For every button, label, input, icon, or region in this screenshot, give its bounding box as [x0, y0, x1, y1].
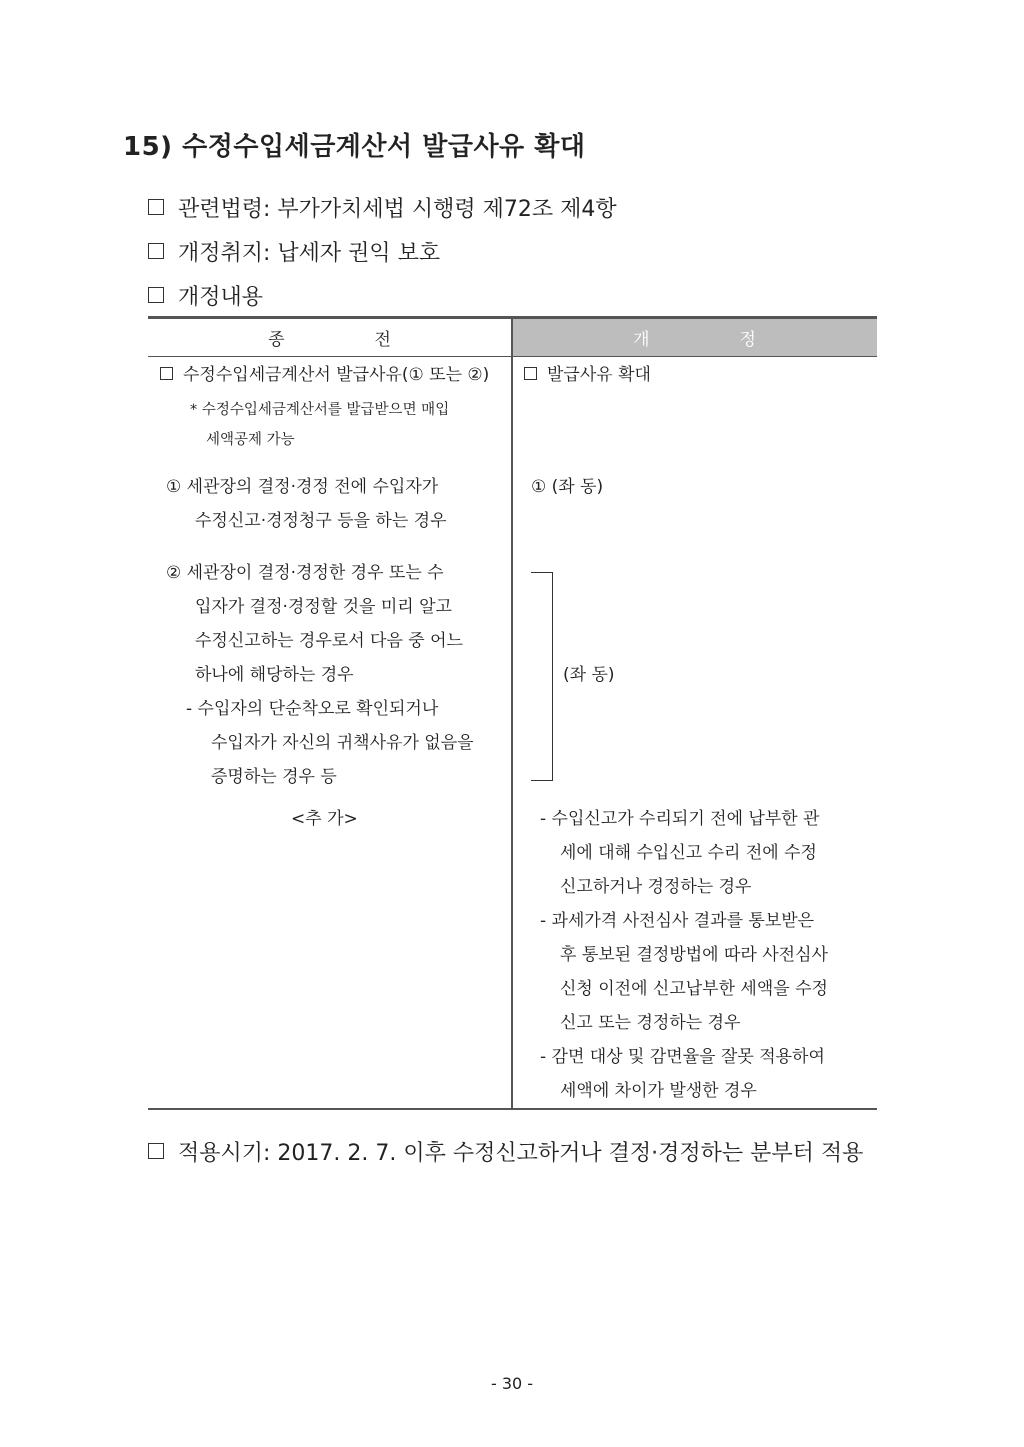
after-added1-line1: - 수입신고가 수리되기 전에 납부한 관	[540, 809, 820, 829]
after-added2-line4: 신고 또는 경정하는 경우	[560, 1013, 741, 1033]
after-added2-line3: 신청 이전에 신고납부한 세액을 수정	[560, 979, 828, 999]
bullet-text: 개정내용	[178, 285, 264, 310]
checkbox-square-icon	[160, 367, 173, 380]
bullet-text: 개정취지: 납세자 권익 보호	[178, 241, 441, 266]
before-item1-line1: ① 세관장의 결정·경정 전에 수입자가	[166, 477, 439, 497]
before-main: 수정수입세금계산서 발급사유(① 또는 ②)	[160, 358, 489, 392]
checkbox-square-icon	[148, 199, 164, 215]
page-number: - 30 -	[490, 1374, 534, 1393]
header-after	[512, 319, 877, 357]
bracket-shape	[531, 572, 553, 781]
header-after-char1: 개	[633, 330, 650, 350]
before-item2-line4: 하나에 해당하는 경우	[195, 665, 354, 685]
before-added: <추 가>	[291, 809, 358, 829]
after-added3-line2: 세액에 차이가 발생한 경우	[560, 1081, 757, 1101]
before-note-line1: * 수정수입세금계산서를 발급받으면 매입	[190, 402, 450, 418]
after-main: 발급사유 확대	[524, 358, 651, 392]
before-sub-line2: 수입자가 자신의 귀책사유가 없음을	[211, 733, 474, 753]
before-item2-line1: ② 세관장이 결정·경정한 경우 또는 수	[166, 563, 444, 583]
table-bottom-rule	[148, 1108, 877, 1110]
section-title: 15) 수정수입세금계산서 발급사유 확대	[123, 132, 586, 162]
bullet-purpose	[148, 236, 440, 267]
before-item2-line3: 수정신고하는 경우로서 다음 중 어느	[195, 631, 463, 651]
bullet-content	[148, 280, 263, 311]
before-note-line2: 세액공제 가능	[206, 432, 295, 448]
checkbox-square-icon	[148, 1143, 164, 1159]
checkbox-square-icon	[524, 367, 537, 380]
after-added3-line1: - 감면 대상 및 감면율을 잘못 적용하여	[540, 1047, 825, 1067]
comparison-table	[148, 316, 877, 1110]
before-item1-line2: 수정신고·경정청구 등을 하는 경우	[195, 511, 447, 531]
after-added2-line2: 후 통보된 결정방법에 따라 사전심사	[560, 945, 828, 965]
bullet-text: 적용시기: 2017. 2. 7. 이후 수정신고하거나 결정·경정하는 분부터 적용	[178, 1141, 864, 1166]
header-before	[148, 319, 511, 357]
before-sub-line3: 증명하는 경우 등	[211, 767, 337, 787]
checkbox-square-icon	[148, 287, 164, 303]
bullet-related-law	[148, 192, 617, 223]
header-after-char2: 정	[739, 330, 756, 350]
after-item2: (좌 동)	[563, 665, 615, 685]
after-added1-line2: 세에 대해 수입신고 수리 전에 수정	[560, 843, 817, 863]
header-before-char1: 종	[268, 330, 285, 350]
before-sub-line1: - 수입자의 단순착오로 확인되거나	[186, 699, 439, 719]
header-before-char2: 전	[374, 330, 391, 350]
after-added2-line1: - 과세가격 사전심사 결과를 통보받은	[540, 911, 815, 931]
after-item1: ① (좌 동)	[531, 477, 604, 497]
after-added1-line3: 신고하거나 경정하는 경우	[560, 877, 752, 897]
checkbox-square-icon	[148, 243, 164, 259]
bullet-effective-date	[148, 1136, 863, 1167]
bullet-text: 관련법령: 부가가치세법 시행령 제72조 제4항	[178, 197, 617, 222]
before-item2-line2: 입자가 결정·경정할 것을 미리 알고	[195, 597, 452, 617]
column-divider	[511, 319, 513, 1108]
